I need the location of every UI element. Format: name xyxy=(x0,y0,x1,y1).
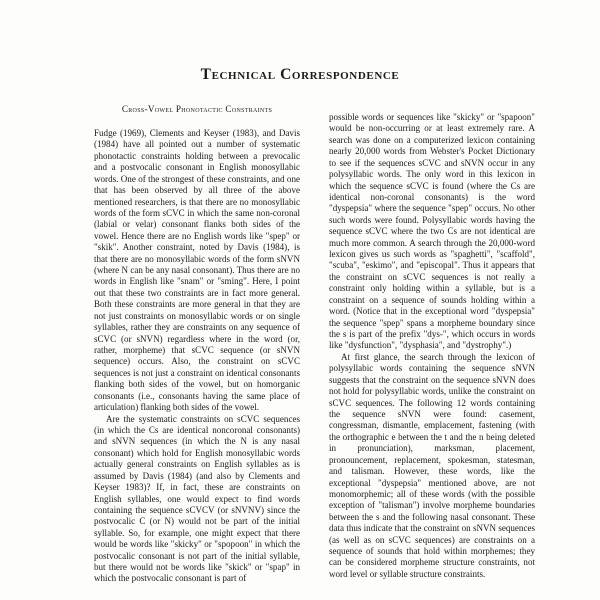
right-paragraph-2: At first glance, the search through the lexicon of polysyllabic words containing the sequence sNVN suggests that the constraint on the sequence sNVN does not hold for polysyllabic words, unlike the constraint on sCVC sequences. The following 12 words containing the sequence sNVN were found: casement, congressman, dismantle, emplacement, fastening (with the orthographic e between the t and the n being deleted in pronunciation), marksman, placement, pronouncement, replacement, spokesman, statesman, and talisman. However, these words, like the exceptional "dyspepsia" mentioned above, are not monomorphemic; all of these words (with the possible exception of "talisman") involve morpheme boundaries between the s and the following nasal consonant. These data thus indicate that the constraint on sNVN sequences (as well as on sCVC sequences) are constraints on a sequence of sounds that hold within morphemes; they can be considered morpheme structure constraints, not word level or syllable structure constraints. xyxy=(329,351,536,579)
left-column xyxy=(94,104,300,585)
right-column xyxy=(329,112,535,580)
article-heading: Cross-Vowel Phonotactic Constraints xyxy=(121,104,273,114)
left-paragraph-1: Fudge (1969), Clements and Keyser (1983), and Davis (1984) have all pointed out a number of systematic phonotactic constraints holding between a prevocalic and a postvocalic consonant in English monosyllabic words. One of the strongest of these constraints, and one that has been observed by all three of the above mentioned researchers, is that there are no monosyllabic words of the form sCVC in which the same non-coronal (labial or velar) consonant flanks both sides of the vowel. Hence there are no English words like "spep" or "skik". Another constraint, noted by Davis (1984), is that there are no monosyllabic words of the form sNVN (where N can be any nasal consonant). Thus there are no words in English like "snam" or "sming". Here, I point out that these two constraints are in fact more general. Both these constraints are more general in that they are not just constraints on monosyllabic words or on single syllables, rather they are constraints on any sequence of sCVC (or sNVN) regardless where in the word (or, rather, morpheme) that sCVC sequence (or sNVN sequence) occurs. Also, the constraint on sCVC sequences is not just a constraint on identical consonants flanking both sides of the vowel, but on homorganic consonants (i.e., consonants having the same place of articulation) flanking both sides of the vowel. xyxy=(94,128,300,413)
left-paragraph-2: Are the systematic constraints on sCVC sequences (in which the Cs are identical noncoronal consonants) and sNVN sequences (in which the N is any nasal consonant) which hold for English monosyllabic words actually general constraints on English syllables as is assumed by Davis (1984) (and also by Clements and Keyser 1983)? If, in fact, these are constraints on English syllables, one would expect to find words containing the sequence sCVCV (or sNVNV) since the postvocalic C (or N) would not be part of the initial syllable. So, for example, one might expect that there would be words like "skicky" or "spopoon" in which the postvocalic consonant is not part of the initial syllable, but there would not be words like "skick" or "spap" in which the postvocalic consonant is part of xyxy=(94,413,300,584)
right-paragraph-1: possible words or sequences like "skicky" or "spapoon" would be non-occurring or at least extremely rare. A search was done on a computerized lexicon containing nearly 20,000 words from Webster's Pocket Dictionary to see if the sequences sCVC and sNVN occur in any polysyllabic words. The only word in this lexicon in which the sequence sCVC is found (where the Cs are identical non-coronal consonants) is the word "dyspepsia" where the sequence "spep" occurs. No other such words were found. Polysyllabic words having the sequence sCVC where the two Cs are not identical are much more common. A search through the 20,000-word lexicon gives us such words as "spaghetti", "scaffold", "scuba", "eskimo", and "episcopal". Thus it appears that the constraint on sCVC sequences is not really a constraint only holding within a syllable, but is a constraint on a sequence of sounds holding within a word. (Notice that in the exceptional word "dyspepsia" the sequence "spep" spans a morpheme boundary since the s is part of the prefix "dys-", which occurs in words like "dysfunction", "dysphasia", and "dystrophy".) xyxy=(329,112,535,351)
journal-section-title: Technical Correspondence xyxy=(200,66,400,83)
